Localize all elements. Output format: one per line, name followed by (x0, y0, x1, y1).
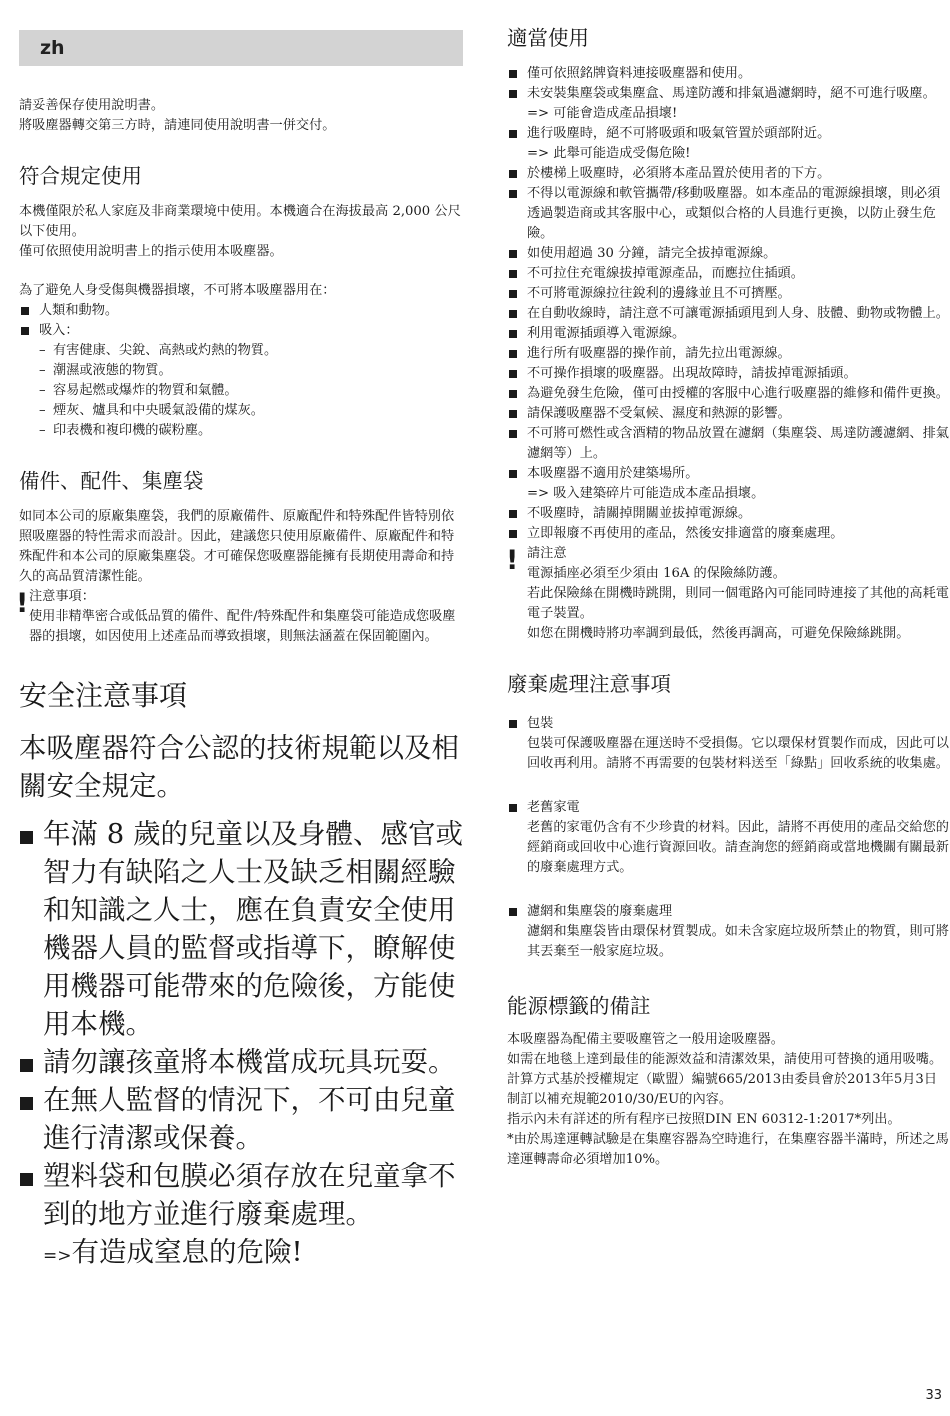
list-item: 利用電源插頭導入電源線。 (507, 324, 950, 344)
language-code: zh (40, 37, 65, 59)
safety-list (19, 815, 463, 1275)
energy-line: 本吸塵器為配備主要吸塵管之一般用途吸塵器。 (507, 1032, 784, 1047)
note-line: 若此保險絲在開機時跳開，則同一個電路內可能同時連接了其他的高耗電電子裝置。 (527, 586, 949, 621)
list-item: 進行所有吸塵器的操作前，請先拉出電源線。 (507, 344, 950, 364)
exclamation-icon: ! (16, 588, 29, 619)
arrow-icon: => (43, 1246, 72, 1266)
fuse-note (507, 544, 950, 644)
energy-body (507, 1030, 950, 1170)
proper-use-heading: 適當使用 (507, 26, 589, 50)
list-item: 在自動收線時，請注意不可讓電源插頭甩到人身、肢體、動物或物體上。 (507, 304, 950, 324)
sub-list-item: – 容易起燃或爆炸的物質和氣體。 (39, 381, 463, 401)
list-item (507, 464, 950, 504)
energy-line: *由於馬達運轉試驗是在集塵容器為空時進行，在集塵容器半滿時，所述之馬達運轉壽命必須增加10%。 (507, 1132, 949, 1167)
energy-heading: 能源標籤的備註 (507, 994, 651, 1018)
conformity-para: 本機僅限於私人家庭及非商業環境中使用。本機適合在海拔最高 2,000 公尺以下使用。 (19, 204, 461, 239)
accessories-note (16, 587, 463, 647)
note-line: 如您在開機時將功率調到最低，然後再調高，可避免保險絲跳開。 (527, 626, 910, 641)
conformity-body (19, 202, 463, 441)
conformity-heading: 符合規定使用 (19, 164, 142, 188)
accessories-body (16, 507, 463, 647)
energy-line: 計算方式基於授權規定（歐盟）編號665/2013由委員會於2013年5月3日制訂以補充規範2010/30/EU的內容。 (507, 1072, 938, 1107)
disposal-item (507, 714, 950, 774)
conformity-sublist (19, 341, 463, 441)
intro-line: 請妥善保存使用說明書。 (19, 98, 165, 113)
right-column (507, 24, 950, 1170)
list-item: 不可將可燃性或含酒精的物品放置在濾網（集塵袋、馬達防護濾網、排氣濾網等）上。 (507, 424, 950, 464)
intro-line: 將吸塵器轉交第三方時，請連同使用說明書一併交付。 (19, 118, 336, 133)
item-consequence: => 此舉可能造成受傷危險! (527, 146, 691, 161)
sub-list-item: – 有害健康、尖銳、高熱或灼熱的物質。 (39, 341, 463, 361)
exclamation-icon: ! (506, 545, 519, 576)
energy-line: 如需在地毯上達到最佳的能源效益和清潔效果，請使用可替換的通用吸嘴。 (507, 1052, 943, 1067)
list-item: 不可操作損壞的吸塵器。出現故障時，請拔掉電源插頭。 (507, 364, 950, 384)
conformity-para: 為了避免人身受傷與機器損壞，不可將本吸塵器用在： (19, 283, 336, 298)
list-item (507, 84, 950, 124)
safety-consequence: 有造成窒息的危險! (71, 1236, 303, 1268)
disposal-item-text: 包裝可保護吸塵器在運送時不受損傷。它以環保材質製作而成，因此可以回收再利用。請將不再需要的包裝材料送至「綠點」回收系統的收集處。 (527, 736, 949, 771)
safety-lead: 本吸塵器符合公認的技術規範以及相關安全規定。 (19, 732, 459, 802)
accessories-para: 如同本公司的原廠集塵袋，我們的原廠備件、原廠配件和特殊配件皆特別依照吸塵器的特性需求而設計。因此，建議您只使用原廠備件、原廠配件和特殊配件和本公司的原廠集塵袋。才可確保您吸塵器能擁有長期使用壽命和持久的高品質清潔性能。 (19, 509, 455, 584)
list-item: 吸入： (19, 321, 463, 341)
list-item: 人類和動物。 (19, 301, 463, 321)
safety-item-text: 塑料袋和包膜必須存放在兒童拿不到的地方並進行廢棄處理。 (43, 1160, 456, 1230)
conformity-list (19, 301, 463, 341)
safety-heading: 安全注意事項 (19, 679, 188, 712)
conformity-para: 僅可依照使用說明書上的指示使用本吸塵器。 (19, 244, 283, 259)
item-text: 本吸塵器不適用於建築場所。 (527, 466, 699, 481)
list-item: 立即報廢不再使用的產品，然後安排適當的廢棄處理。 (507, 524, 950, 544)
proper-use-list (507, 64, 950, 544)
language-bar (19, 30, 463, 66)
item-text: 未安裝集塵袋或集塵盒、馬達防護和排氣過濾網時，絕不可進行吸塵。 (527, 86, 936, 101)
disposal-list (507, 714, 950, 962)
safety-item: 請勿讓孩童將本機當成玩具玩耍。 (19, 1043, 463, 1081)
item-consequence: => 吸入建築碎片可能造成本產品損壞。 (527, 486, 765, 501)
list-item: 不可拉住充電線拔掉電源產品，而應拉住插頭。 (507, 264, 950, 284)
sub-list-item: – 印表機和複印機的碳粉塵。 (39, 421, 463, 441)
disposal-item-title: 包裝 (527, 716, 554, 731)
accessories-heading: 備件、配件、集塵袋 (19, 469, 204, 493)
left-column (16, 30, 463, 1275)
energy-line: 指示內未有詳述的所有程序已按照DIN EN 60312-1:2017*列出。 (507, 1112, 901, 1127)
list-item: 請保護吸塵器不受氣候、濕度和熱源的影響。 (507, 404, 950, 424)
item-consequence: => 可能會造成產品損壞! (527, 106, 678, 121)
list-item: 僅可依照銘牌資料連接吸塵器和使用。 (507, 64, 950, 84)
list-item: 如使用超過 30 分鐘，請完全拔掉電源線。 (507, 244, 950, 264)
item-text: 進行吸塵時，絕不可將吸頭和吸氣管置於頭部附近。 (527, 126, 831, 141)
safety-item (19, 1157, 463, 1275)
safety-item: 在無人監督的情況下，不可由兒童進行清潔或保養。 (19, 1081, 463, 1157)
disposal-item (507, 902, 950, 962)
note-title: 請注意 (527, 546, 567, 561)
list-item: 為避免發生危險，僅可由授權的客服中心進行吸塵器的維修和備件更換。 (507, 384, 950, 404)
safety-item: 年滿 8 歲的兒童以及身體、感官或智力有缺陷之人士及缺乏相關經驗和知識之人士，應在負責安全使用機器人員的監督或指導下，瞭解使用機器可能帶來的危險後，方能使用本機。 (19, 815, 463, 1043)
note-line: 電源插座必須至少須由 16A 的保險絲防護。 (527, 566, 786, 581)
disposal-heading: 廢棄處理注意事項 (507, 672, 671, 696)
list-item: 不可將電源線拉往銳利的邊緣並且不可擠壓。 (507, 284, 950, 304)
disposal-item-title: 濾網和集塵袋的廢棄處理 (527, 904, 673, 919)
disposal-item-title: 老舊家電 (527, 800, 580, 815)
list-item: 不吸塵時，請關掉開關並拔掉電源線。 (507, 504, 950, 524)
disposal-item (507, 798, 950, 878)
page-number: 33 (925, 1388, 942, 1403)
list-item (507, 124, 950, 164)
disposal-item-text: 濾網和集塵袋皆由環保材質製成。如未含家庭垃圾所禁止的物質，則可將其丟棄至一般家庭垃圾。 (527, 924, 949, 959)
disposal-item-text: 老舊的家電仍含有不少珍貴的材料。因此，請將不再使用的產品交給您的經銷商或回收中心進行資源回收。請查詢您的經銷商或當地機關有關最新的廢棄處理方式。 (527, 820, 949, 875)
sub-list-item: – 煙灰、爐具和中央暖氣設備的煤灰。 (39, 401, 463, 421)
sub-list-item: – 潮濕或液態的物質。 (39, 361, 463, 381)
note-text: 使用非精準密合或低品質的備件、配件/特殊配件和集塵袋可能造成您吸塵器的損壞，如因使用上述產品而導致損壞，則無法涵蓋在保固範圍內。 (29, 609, 456, 644)
intro (19, 96, 463, 136)
list-item: 於樓梯上吸塵時，必須將本產品置於使用者的下方。 (507, 164, 950, 184)
note-title: 注意事項： (29, 589, 95, 604)
list-item: 不得以電源線和軟管攜帶/移動吸塵器。如本產品的電源線損壞，則必須透過製造商或其客服中心，或類似合格的人員進行更換，以防止發生危險。 (507, 184, 950, 244)
